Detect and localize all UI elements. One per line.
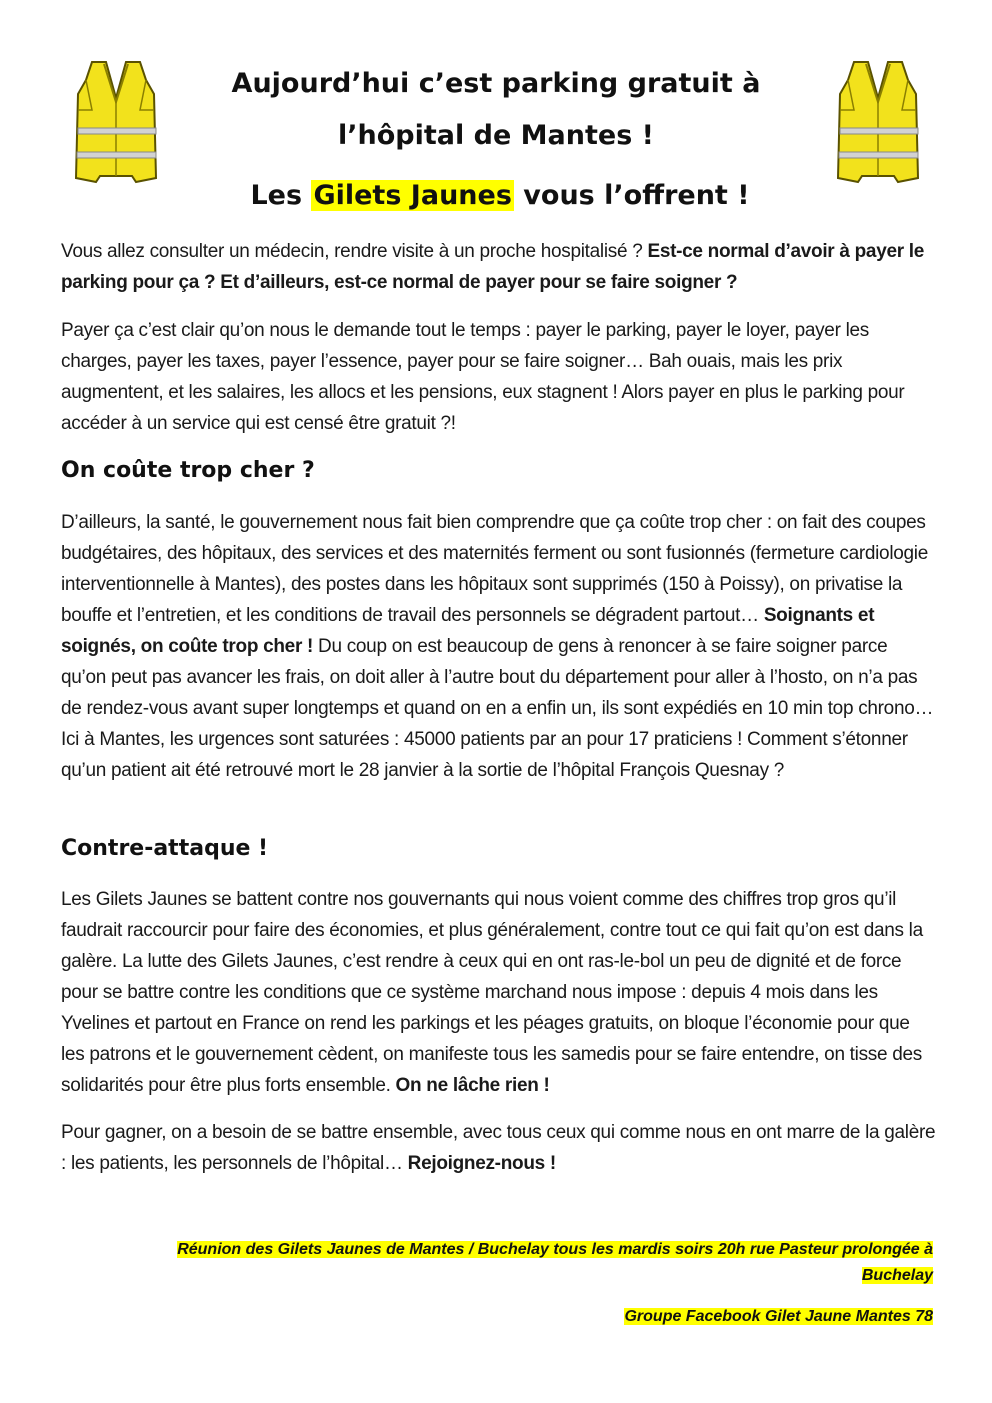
- facebook-group: [53, 1304, 933, 1330]
- meeting-line-1: Réunion des Gilets Jaunes de Mantes / Buchelay tous les mardis soirs 20h rue Pasteur prolongée à: [177, 1241, 933, 1258]
- yellow-vest-icon: [70, 58, 162, 186]
- section-heading-cost: On coûte trop cher ?: [61, 458, 315, 483]
- tagline: [150, 170, 850, 222]
- cost-text-a: D’ailleurs, la santé, le gouvernement nous fait bien comprendre que ça coûte trop cher : on fait des coupes budgétaires, des hôpitaux, des services et des maternités ferment ou sont fusionnés (fermeture cardiologie interventionnelle à Mantes), des postes dans les hôpitaux sont supprimés (150 à Poissy), on privatise la bouffe et l’entretien, et les conditions de travail des personnels se dégradent partout…: [61, 512, 928, 626]
- cost-text-b: Du coup on est beaucoup de gens à renoncer à se faire soigner parce qu’on peut pas avancer les frais, on doit aller à l’autre bout du département pour aller à l’hosto, on n’a pas de rendez-vous avant super longtemps et quand on en a enfin un, ils sont expédiés en 10 min top chrono… Ici à Mantes, les urgences sont saturées : 45000 patients par an pour 17 praticiens ! Comment s’étonner qu’un patient ait été retrouvé mort le 28 janvier à la sortie de l’hôpital François Quesnay ?: [61, 636, 934, 781]
- join-paragraph: [61, 1117, 936, 1179]
- yellow-vest-icon: [832, 58, 924, 186]
- tagline-before: Les: [250, 180, 312, 211]
- counterattack-bold: On ne lâche rien !: [395, 1075, 550, 1096]
- section-heading-counterattack: Contre-attaque !: [61, 836, 269, 861]
- cost-paragraph: [61, 507, 936, 786]
- tagline-after: vous l’offrent !: [513, 180, 750, 211]
- meeting-info: [53, 1237, 933, 1289]
- payer-paragraph: Payer ça c’est clair qu’on nous le demande tout le temps : payer le parking, payer le loyer, payer les charges, payer les taxes, payer l’essence, payer pour se faire soigner… Bah ouais, mais les prix augmentent, et les salaires, les allocs et les pensions, eux stagnent ! Alors payer en plus le parking pour accéder à un service qui est censé être gratuit ?!: [61, 320, 905, 434]
- meeting-line-2: Buchelay: [861, 1267, 933, 1284]
- intro-text: Vous allez consulter un médecin, rendre visite à un proche hospitalisé ?: [61, 241, 648, 262]
- intro-bold-question: Est-ce normal d’avoir à payer le parking pour ça ? Et d’ailleurs, est-ce normal de payer pour se faire soigner ?: [61, 241, 925, 293]
- title-line-2: l’hôpital de Mantes !: [338, 120, 654, 151]
- counterattack-paragraph: [61, 884, 936, 1101]
- join-text: Pour gagner, on a besoin de se battre ensemble, avec tous ceux qui comme nous en ont marre de la galère : les patients, les personnels de l’hôpital…: [61, 1122, 936, 1174]
- join-bold: Rejoignez-nous !: [407, 1153, 556, 1174]
- tagline-highlight: Gilets Jaunes: [313, 180, 512, 211]
- counterattack-text: Les Gilets Jaunes se battent contre nos gouvernants qui nous voient comme des chiffres trop gros qu’il faudrait raccourcir pour faire des économies, et plus généralement, contre tout ce qui fait qu’on est dans la galère. La lutte des Gilets Jaunes, c’est rendre à ceux qui en ont ras-le-bol un peu de dignité et de force pour se battre contre les conditions que ce système marchand nous impose : depuis 4 mois dans les Yvelines et partout en France on rend les parkings et les péages gratuits, on bloque l’économie pour que les patrons et le gouvernement cèdent, on manifeste tous les samedis pour se faire entendre, on tisse des solidarités pour être plus forts ensemble.: [61, 889, 923, 1096]
- title-line-1: Aujourd’hui c’est parking gratuit à: [231, 68, 761, 99]
- facebook-text: Groupe Facebook Gilet Jaune Mantes 78: [624, 1308, 933, 1325]
- cost-bold: Soignants et soignés, on coûte trop cher !: [61, 605, 875, 657]
- intro-paragraph: [61, 236, 936, 298]
